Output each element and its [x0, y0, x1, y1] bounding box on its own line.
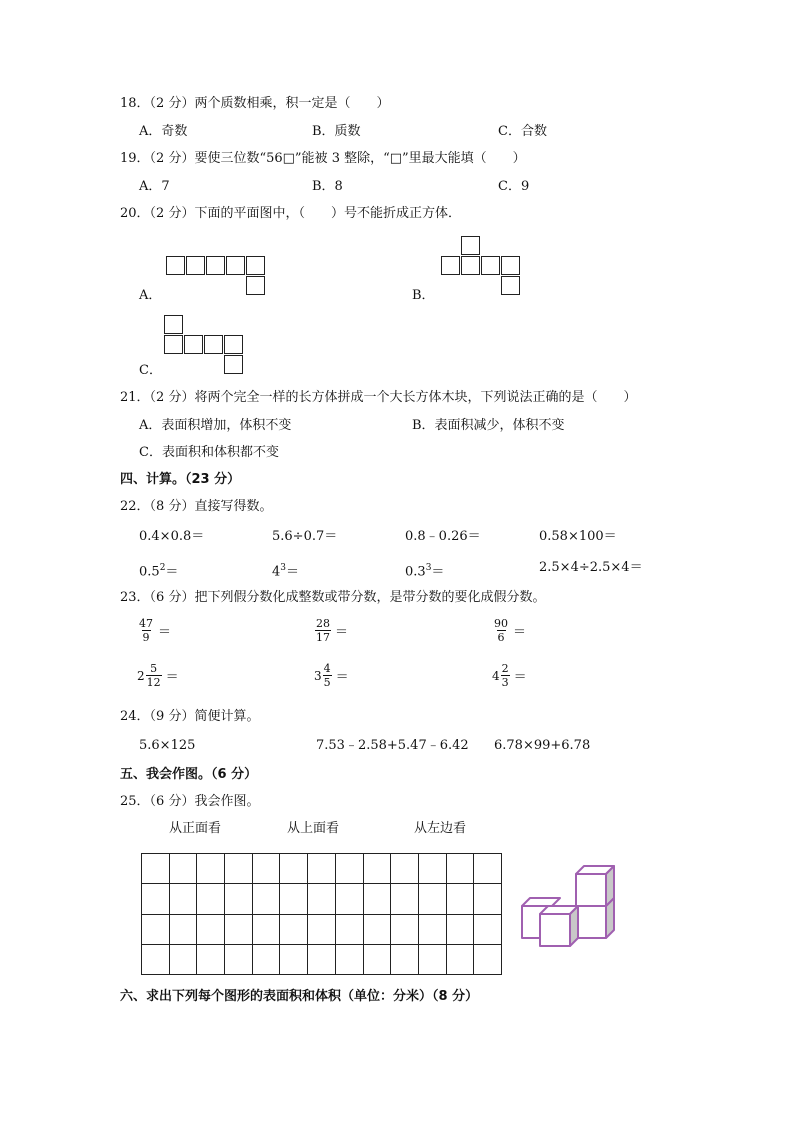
- grid-cell[interactable]: [363, 944, 392, 975]
- denominator: 12: [146, 676, 161, 689]
- grid-cell[interactable]: [169, 914, 198, 945]
- grid-cell[interactable]: [446, 914, 475, 945]
- grid-cell[interactable]: [363, 853, 392, 884]
- q22-stem: 22．（8 分）直接写得数。: [120, 499, 273, 514]
- section-4-title: 四、计算。（23 分）: [120, 472, 241, 487]
- grid-cell[interactable]: [446, 853, 475, 884]
- grid-cell[interactable]: [473, 944, 502, 975]
- grid-cell[interactable]: [169, 883, 198, 914]
- whole-part: 3: [314, 668, 322, 683]
- q19-option-b[interactable]: B．8: [312, 179, 343, 194]
- grid-cell[interactable]: [335, 944, 364, 975]
- q20-option-b[interactable]: B．: [412, 288, 435, 303]
- numerator: 5: [150, 662, 158, 675]
- numerator: 4: [323, 662, 331, 675]
- q22-item: [139, 560, 178, 580]
- q22-equals: ＝: [165, 564, 179, 580]
- grid-cell[interactable]: [307, 944, 336, 975]
- net-b-square: [461, 256, 480, 275]
- net-c-square: [224, 355, 243, 374]
- q19-option-a[interactable]: A．7: [139, 179, 170, 194]
- grid-cell[interactable]: [196, 853, 225, 884]
- denominator: 5: [323, 676, 331, 689]
- q23-mixed-number: [492, 662, 527, 689]
- grid-cell[interactable]: [224, 914, 253, 945]
- net-a-square: [186, 256, 205, 275]
- q18-option-a[interactable]: A．奇数: [139, 124, 188, 139]
- q22-base: 4: [272, 564, 281, 580]
- q23-mixed-number: [137, 662, 179, 689]
- grid-cell[interactable]: [224, 944, 253, 975]
- net-c-square: [224, 335, 243, 354]
- denominator: 6: [497, 631, 505, 644]
- q22-item: [272, 560, 299, 580]
- q22-item: 0.58×100＝: [539, 529, 617, 544]
- denominator: 9: [142, 631, 150, 644]
- grid-cell[interactable]: [141, 944, 170, 975]
- q22-base: 0.3: [405, 564, 426, 580]
- net-b-square: [461, 236, 480, 255]
- grid-cell[interactable]: [141, 914, 170, 945]
- grid-cell[interactable]: [252, 944, 281, 975]
- grid-cell[interactable]: [279, 914, 308, 945]
- section-5-title: 五、我会作图。（6 分）: [120, 767, 258, 782]
- net-b-square: [441, 256, 460, 275]
- equals: ＝: [165, 670, 179, 685]
- q21-option-c[interactable]: C．表面积和体积都不变: [139, 445, 279, 460]
- q22-item: [405, 560, 444, 580]
- grid-cell[interactable]: [335, 853, 364, 884]
- grid-cell[interactable]: [390, 883, 419, 914]
- q24-item: 7.53﹣2.58+5.47﹣6.42: [316, 738, 469, 753]
- grid-cell[interactable]: [196, 914, 225, 945]
- cube-front-face: [540, 914, 570, 946]
- grid-cell[interactable]: [363, 883, 392, 914]
- q19-stem: 19．（2 分）要使三位数“56□”能被 3 整除，“□”里最大能填（ ）: [120, 151, 526, 166]
- grid-cell[interactable]: [224, 853, 253, 884]
- grid-cell[interactable]: [252, 853, 281, 884]
- grid-cell[interactable]: [279, 944, 308, 975]
- grid-cell[interactable]: [307, 853, 336, 884]
- grid-cell[interactable]: [473, 853, 502, 884]
- cube-stack-illustration: [516, 860, 620, 954]
- grid-cell[interactable]: [279, 883, 308, 914]
- q22-item: 2.5×4÷2.5×4＝: [539, 560, 643, 575]
- q21-option-a[interactable]: A．表面积增加，体积不变: [139, 418, 292, 433]
- grid-cell[interactable]: [418, 853, 447, 884]
- grid-cell[interactable]: [169, 944, 198, 975]
- numerator: 28: [316, 617, 330, 630]
- whole-part: 4: [492, 668, 500, 683]
- cube-top-face: [522, 898, 560, 906]
- grid-cell[interactable]: [169, 853, 198, 884]
- q21-option-b[interactable]: B．表面积减少，体积不变: [412, 418, 565, 433]
- grid-cell[interactable]: [335, 883, 364, 914]
- q22-exponent: 2: [159, 563, 166, 573]
- grid-cell[interactable]: [307, 883, 336, 914]
- grid-cell[interactable]: [224, 883, 253, 914]
- net-a-square: [166, 256, 185, 275]
- equals: ＝: [513, 670, 527, 685]
- q22-item: 0.8﹣0.26＝: [405, 529, 481, 544]
- grid-cell[interactable]: [446, 944, 475, 975]
- net-c-square: [164, 335, 183, 354]
- grid-cell[interactable]: [196, 944, 225, 975]
- grid-cell[interactable]: [418, 944, 447, 975]
- grid-cell[interactable]: [279, 853, 308, 884]
- view-label-front: 从正面看: [169, 821, 222, 836]
- grid-cell[interactable]: [252, 914, 281, 945]
- grid-cell[interactable]: [196, 883, 225, 914]
- view-label-left: 从左边看: [414, 821, 467, 836]
- grid-cell[interactable]: [390, 914, 419, 945]
- q20-stem: 20．（2 分）下面的平面图中，（ ）号不能折成正方体．: [120, 206, 461, 221]
- net-b-square: [501, 276, 520, 295]
- net-b-square: [481, 256, 500, 275]
- q20-option-a[interactable]: A．: [139, 288, 162, 303]
- q22-exponent: 3: [280, 563, 287, 573]
- grid-cell[interactable]: [363, 914, 392, 945]
- q23-mixed-number: [314, 662, 349, 689]
- q23-fraction: [137, 617, 171, 644]
- q25-stem: 25．（6 分）我会作图。: [120, 794, 260, 809]
- denominator: 17: [316, 631, 330, 644]
- grid-cell[interactable]: [446, 883, 475, 914]
- q19-option-c[interactable]: C．9: [498, 179, 530, 194]
- grid-cell[interactable]: [307, 914, 336, 945]
- view-label-top: 从上面看: [287, 821, 340, 836]
- equals: ＝: [158, 625, 172, 640]
- equals: ＝: [513, 625, 527, 640]
- q22-item: 5.6÷0.7＝: [272, 529, 338, 544]
- net-a-square: [206, 256, 225, 275]
- net-c-square: [164, 315, 183, 334]
- grid-cell[interactable]: [390, 944, 419, 975]
- drawing-grid[interactable]: [141, 853, 501, 974]
- net-b-square: [501, 256, 520, 275]
- cube-front-face: [576, 874, 606, 906]
- section-6-title: 六、求出下列每个图形的表面积和体积（单位：分米）（8 分）: [120, 989, 479, 1004]
- cube-side-face: [570, 906, 578, 946]
- q23-fraction: [492, 617, 526, 644]
- grid-cell[interactable]: [141, 853, 170, 884]
- q23-stem: 23．（6 分）把下列假分数化成整数或带分数，是带分数的要化成假分数。: [120, 590, 546, 605]
- q22-equals: ＝: [286, 564, 300, 580]
- grid-cell[interactable]: [418, 914, 447, 945]
- q18-option-b[interactable]: B．质数: [312, 124, 361, 139]
- grid-cell[interactable]: [141, 883, 170, 914]
- q24-item: 5.6×125: [139, 738, 196, 753]
- grid-cell[interactable]: [473, 883, 502, 914]
- numerator: 47: [139, 617, 153, 630]
- net-c-square: [184, 335, 203, 354]
- equals: ＝: [335, 625, 349, 640]
- q24-stem: 24．（9 分）简便计算。: [120, 709, 260, 724]
- grid-cell[interactable]: [473, 914, 502, 945]
- q22-base: 0.5: [139, 564, 160, 580]
- grid-cell[interactable]: [335, 914, 364, 945]
- q18-stem: 18．（2 分）两个质数相乘，积一定是（ ）: [120, 96, 390, 111]
- net-a-square: [246, 256, 265, 275]
- whole-part: 2: [137, 668, 145, 683]
- grid-cell[interactable]: [418, 883, 447, 914]
- grid-cell[interactable]: [390, 853, 419, 884]
- denominator: 3: [501, 676, 509, 689]
- q24-item: 6.78×99+6.78: [494, 738, 591, 753]
- q22-equals: ＝: [431, 564, 445, 580]
- q23-fraction: [314, 617, 348, 644]
- cube-side-face: [606, 866, 614, 906]
- q22-exponent: 3: [425, 563, 432, 573]
- net-a-square: [226, 256, 245, 275]
- numerator: 2: [501, 662, 509, 675]
- numerator: 90: [494, 617, 508, 630]
- grid-cell[interactable]: [252, 883, 281, 914]
- equals: ＝: [335, 670, 349, 685]
- q20-option-c[interactable]: C．: [139, 363, 162, 378]
- q21-stem: 21．（2 分）将两个完全一样的长方体拼成一个大长方体木块，下列说法正确的是（ ）: [120, 390, 637, 405]
- q22-item: 0.4×0.8＝: [139, 529, 205, 544]
- cube-front-face: [576, 906, 606, 938]
- net-a-square: [246, 276, 265, 295]
- net-c-square: [204, 335, 223, 354]
- q18-option-c[interactable]: C．合数: [498, 124, 547, 139]
